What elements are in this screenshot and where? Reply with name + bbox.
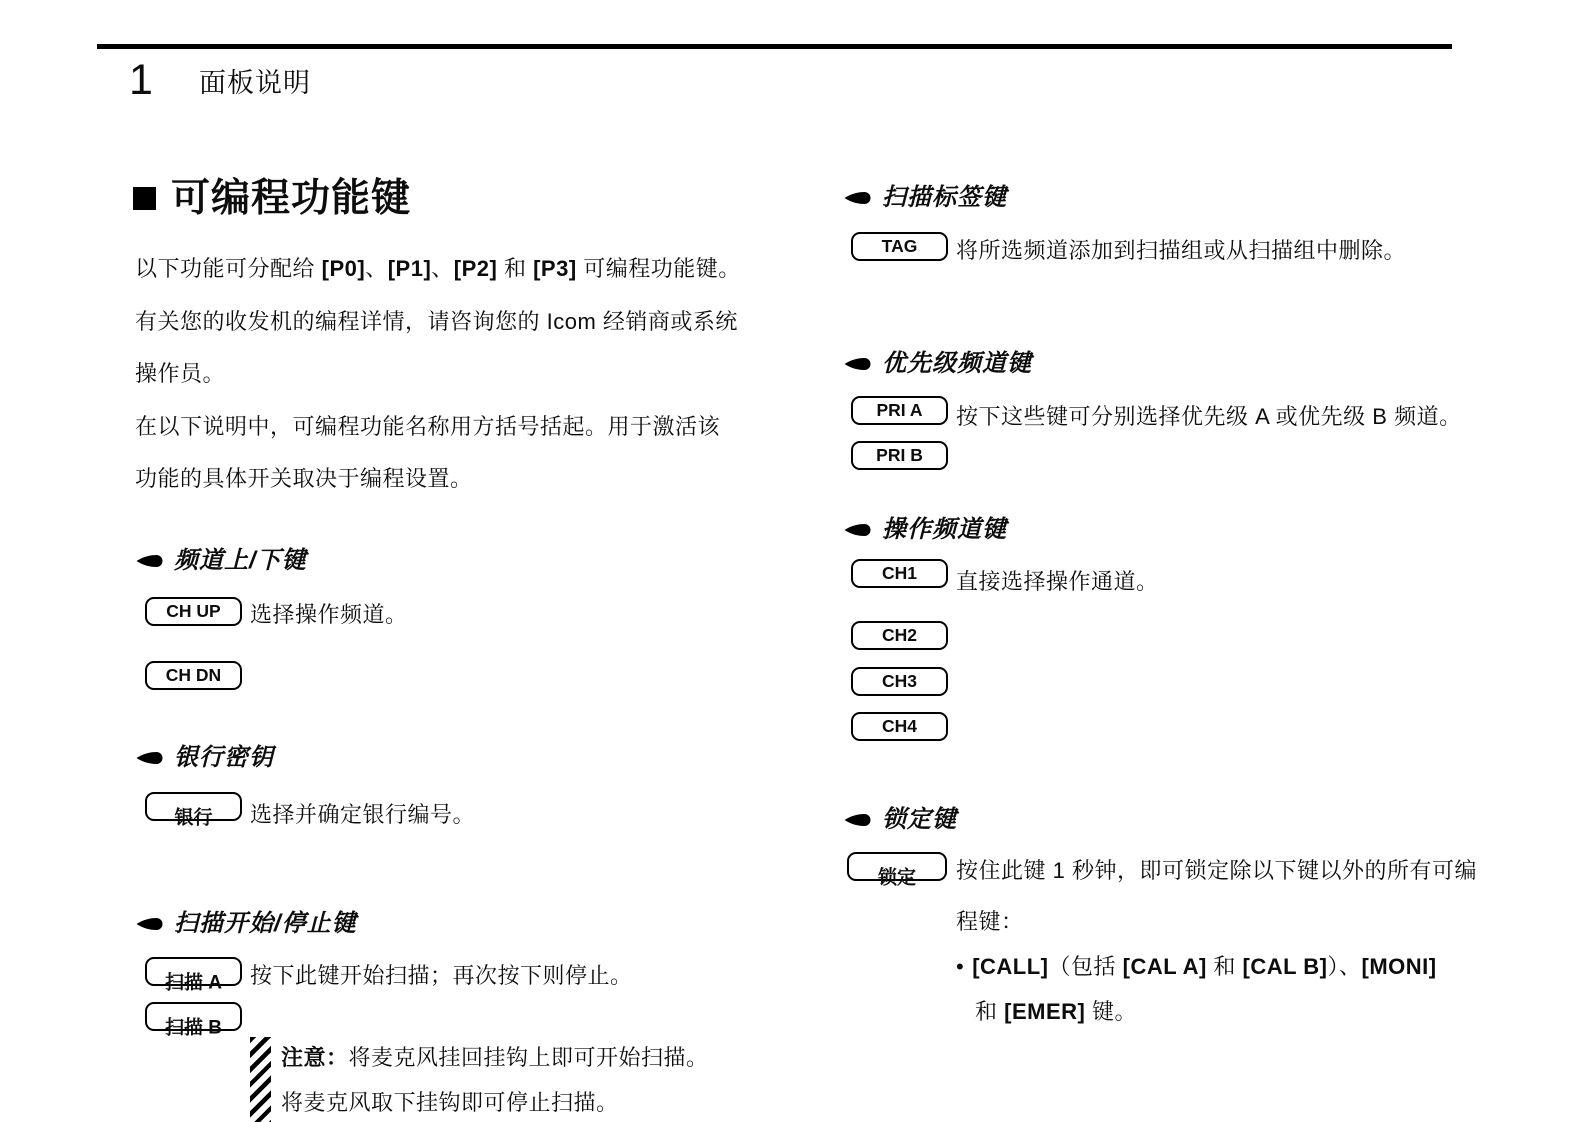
section-title-text: 扫描开始/停止键 — [174, 910, 357, 937]
section-title-text: 操作频道键 — [882, 516, 1007, 543]
intro-line: 在以下说明中，可编程功能名称用方括号括起。用于激活该 — [135, 414, 721, 439]
key-pri-b: PRI B — [851, 441, 948, 470]
key-pri-a: PRI A — [851, 396, 948, 425]
key-tag: TAG — [851, 232, 948, 261]
key-bank: 银行 — [145, 792, 242, 821]
section-title-text: 优先级频道键 — [882, 350, 1032, 377]
key-lock-description: 程键： — [956, 909, 1024, 934]
section-title-text: 扫描标签键 — [882, 184, 1007, 211]
section-operating-channel-title — [844, 518, 1007, 542]
key-ch-updown-description: 选择操作频道。 — [250, 602, 408, 627]
key-scan-a: 扫描 A — [145, 957, 242, 986]
section-scan-tag-title — [844, 186, 1007, 210]
page-title-text: 可编程功能键 — [171, 177, 412, 220]
note-line: 注意：将麦克风挂回挂钩上即可开始扫描。 — [281, 1045, 709, 1070]
intro-line: 有关您的收发机的编程详情，请咨询您的 Icom 经销商或系统 — [135, 309, 738, 334]
key-lock-description: 按住此键 1 秒钟，即可锁定除以下键以外的所有可编 — [956, 858, 1477, 883]
key-bank-description: 选择并确定银行编号。 — [250, 802, 476, 827]
key-ch1-description: 直接选择操作通道。 — [956, 569, 1159, 594]
section-channel-updown-title — [136, 549, 307, 573]
section-bullet-icon — [136, 751, 163, 765]
intro-line: 操作员。 — [135, 361, 226, 386]
key-ch2: CH2 — [851, 621, 948, 650]
section-bank-title — [136, 746, 274, 770]
chapter-title: 面板说明 — [199, 68, 311, 98]
key-lock: 锁定 — [847, 852, 947, 881]
section-priority-title — [844, 352, 1032, 376]
intro-line: 以下功能可分配给 [P0]、[P1]、[P2] 和 [P3] 可编程功能键。 — [135, 256, 741, 281]
section-lock-title — [844, 808, 957, 832]
section-bullet-icon — [844, 357, 871, 371]
section-title-text: 频道上/下键 — [174, 547, 307, 574]
key-ch1: CH1 — [851, 559, 948, 588]
page-title — [133, 179, 411, 218]
section-bullet-icon — [844, 191, 871, 205]
note-stripe-bar — [250, 1037, 271, 1122]
key-lock-list-item: 和 [EMER] 键。 — [975, 999, 1137, 1024]
key-ch4: CH4 — [851, 712, 948, 741]
key-lock-list-item: • [CALL]（包括 [CAL A] 和 [CAL B]）、[MONI] — [956, 954, 1437, 979]
key-ch-dn: CH DN — [145, 661, 242, 690]
section-title-text: 银行密钥 — [174, 744, 274, 771]
section-bullet-icon — [136, 554, 163, 568]
section-title-text: 锁定键 — [882, 806, 957, 833]
black-square-icon — [133, 187, 156, 210]
section-bullet-icon — [844, 813, 871, 827]
chapter-number: 1 — [129, 56, 153, 104]
key-scan-description: 按下此键开始扫描；再次按下则停止。 — [250, 963, 633, 988]
note-label: 注意： — [281, 1045, 349, 1070]
intro-line: 功能的具体开关取决于编程设置。 — [135, 466, 473, 491]
section-scan-startstop-title — [136, 912, 357, 936]
key-scan-b: 扫描 B — [145, 1002, 242, 1031]
key-tag-description: 将所选频道添加到扫描组或从扫描组中删除。 — [956, 238, 1407, 263]
key-priority-description: 按下这些键可分别选择优先级 A 或优先级 B 频道。 — [956, 404, 1462, 429]
note-line: 将麦克风取下挂钩即可停止扫描。 — [281, 1090, 619, 1115]
section-bullet-icon — [844, 523, 871, 537]
header-divider — [97, 44, 1452, 49]
list-bullet: • — [956, 954, 965, 979]
key-ch3: CH3 — [851, 667, 948, 696]
section-bullet-icon — [136, 917, 163, 931]
key-ch-up: CH UP — [145, 597, 242, 626]
